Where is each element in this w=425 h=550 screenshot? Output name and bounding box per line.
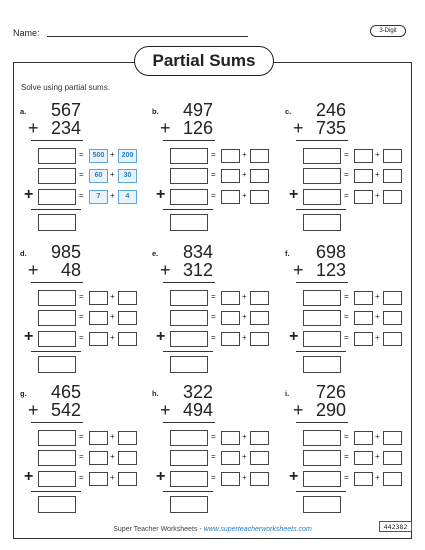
sum-rule	[163, 209, 213, 210]
place-value-box[interactable]	[89, 332, 108, 346]
plus-sign: +	[110, 473, 115, 482]
partial-sum-box[interactable]	[170, 331, 208, 347]
addend-top: 834	[182, 242, 213, 262]
place-value-box[interactable]	[118, 472, 137, 486]
place-value-box[interactable]	[250, 451, 269, 465]
operator: +	[28, 118, 39, 138]
problem-letter: f.	[285, 249, 290, 258]
place-value-box[interactable]	[383, 149, 402, 163]
place-value-box[interactable]	[118, 451, 137, 465]
equals-sign: =	[211, 312, 216, 321]
place-value-box[interactable]	[383, 332, 402, 346]
partial-sum-row	[170, 471, 290, 487]
partial-sum-box[interactable]	[170, 148, 208, 164]
plus-sign: +	[375, 432, 380, 441]
total-answer-box[interactable]	[38, 356, 76, 373]
equals-sign: =	[211, 191, 216, 200]
partial-sum-row	[38, 148, 158, 164]
addend-top: 698	[315, 242, 346, 262]
total-answer-box[interactable]	[170, 214, 208, 231]
place-value-box: 60	[89, 169, 108, 183]
place-value-box[interactable]	[383, 451, 402, 465]
partial-sum-box[interactable]	[303, 148, 341, 164]
operator: +	[293, 400, 304, 420]
addend-bottom: 290	[315, 400, 346, 420]
problem-letter: i.	[285, 389, 290, 398]
problem-rule	[31, 422, 83, 423]
partial-sum-box[interactable]	[38, 290, 76, 306]
problem-card	[285, 101, 415, 241]
place-value-box[interactable]	[118, 332, 137, 346]
plus-sign: +	[242, 191, 247, 200]
partial-sum-row	[303, 168, 423, 184]
plus-sign: +	[289, 468, 299, 485]
sum-rule	[296, 491, 346, 492]
place-value-box[interactable]	[250, 431, 269, 445]
addend-top: 465	[50, 382, 81, 402]
partial-sum-box[interactable]	[38, 471, 76, 487]
partial-sum-box[interactable]	[170, 310, 208, 326]
place-value-box[interactable]	[221, 431, 240, 445]
problem-card	[20, 383, 150, 523]
addend-bottom: 312	[182, 260, 213, 280]
partial-sum-row	[303, 189, 423, 205]
place-value-box[interactable]	[89, 291, 108, 305]
place-value-box[interactable]	[354, 169, 373, 183]
place-value-box[interactable]	[221, 472, 240, 486]
operator: +	[28, 400, 39, 420]
partial-sum-box[interactable]	[170, 290, 208, 306]
plus-sign: +	[375, 292, 380, 301]
addend-top: 322	[182, 382, 213, 402]
partial-sum-row	[170, 450, 290, 466]
place-value-box[interactable]	[383, 472, 402, 486]
place-value-box[interactable]	[89, 451, 108, 465]
addend-bottom: 123	[315, 260, 346, 280]
partial-sum-row	[38, 310, 158, 326]
place-value-box[interactable]	[354, 311, 373, 325]
equals-sign: =	[79, 432, 84, 441]
partial-sum-box[interactable]	[303, 331, 341, 347]
addend-bottom: 126	[182, 118, 213, 138]
plus-sign: +	[289, 328, 299, 345]
equals-sign: =	[79, 191, 84, 200]
problem-card	[152, 383, 282, 523]
worksheet-code: 442382	[379, 521, 412, 532]
plus-sign: +	[24, 468, 34, 485]
equals-sign: =	[211, 473, 216, 482]
partial-sum-box[interactable]	[303, 168, 341, 184]
place-value-box[interactable]	[118, 291, 137, 305]
place-value-box[interactable]	[383, 431, 402, 445]
equals-sign: =	[211, 452, 216, 461]
partial-sum-row	[38, 331, 158, 347]
partial-sum-box[interactable]	[303, 310, 341, 326]
plus-sign: +	[289, 186, 299, 203]
equals-sign: =	[79, 312, 84, 321]
place-value-box[interactable]	[383, 190, 402, 204]
plus-sign: +	[110, 170, 115, 179]
partial-sum-row	[170, 290, 290, 306]
footer-brand: Super Teacher Worksheets -	[113, 526, 204, 533]
total-answer-box[interactable]	[170, 356, 208, 373]
equals-sign: =	[344, 333, 349, 342]
sum-rule	[31, 491, 81, 492]
partial-sum-row	[303, 331, 423, 347]
plus-sign: +	[375, 452, 380, 461]
name-input-line[interactable]	[47, 36, 248, 37]
addend-top: 567	[50, 100, 81, 120]
plus-sign: +	[24, 328, 34, 345]
place-value-box[interactable]	[383, 169, 402, 183]
equals-sign: =	[344, 473, 349, 482]
plus-sign: +	[242, 452, 247, 461]
plus-sign: +	[375, 150, 380, 159]
plus-sign: +	[242, 333, 247, 342]
partial-sum-box[interactable]	[38, 430, 76, 446]
operator: +	[160, 260, 171, 280]
operator: +	[28, 260, 39, 280]
place-value-box[interactable]	[221, 311, 240, 325]
place-value-box[interactable]	[118, 431, 137, 445]
partial-sum-box[interactable]	[38, 168, 76, 184]
equals-sign: =	[211, 170, 216, 179]
problem-card	[20, 101, 150, 241]
partial-sum-box[interactable]	[170, 450, 208, 466]
place-value-box[interactable]	[250, 190, 269, 204]
partial-sum-row	[303, 450, 423, 466]
equals-sign: =	[79, 333, 84, 342]
addend-bottom: 494	[182, 400, 213, 420]
partial-sum-box[interactable]	[170, 168, 208, 184]
place-value-box[interactable]	[89, 311, 108, 325]
equals-sign: =	[211, 292, 216, 301]
plus-sign: +	[375, 170, 380, 179]
plus-sign: +	[156, 328, 166, 345]
instructions: Solve using partial sums.	[21, 83, 110, 92]
problem-rule	[163, 140, 215, 141]
total-answer-box[interactable]	[303, 496, 341, 513]
operator: +	[293, 118, 304, 138]
partial-sum-row	[170, 331, 290, 347]
problem-letter: d.	[20, 249, 27, 258]
problem-rule	[31, 282, 83, 283]
partial-sum-box[interactable]	[303, 450, 341, 466]
partial-sum-row	[303, 310, 423, 326]
equals-sign: =	[211, 150, 216, 159]
footer	[0, 526, 425, 533]
equals-sign: =	[344, 312, 349, 321]
addend-top: 985	[50, 242, 81, 262]
partial-sum-row	[38, 189, 158, 205]
place-value-box[interactable]	[250, 149, 269, 163]
place-value-box[interactable]	[354, 431, 373, 445]
partial-sum-row	[38, 450, 158, 466]
partial-sum-box[interactable]	[170, 189, 208, 205]
partial-sum-row	[170, 310, 290, 326]
total-answer-box[interactable]	[303, 356, 341, 373]
partial-sum-row	[170, 168, 290, 184]
partial-sum-box[interactable]	[38, 331, 76, 347]
partial-sum-row	[303, 471, 423, 487]
plus-sign: +	[242, 473, 247, 482]
equals-sign: =	[79, 150, 84, 159]
equals-sign: =	[211, 432, 216, 441]
place-value-box[interactable]	[250, 472, 269, 486]
place-value-box[interactable]	[354, 291, 373, 305]
equals-sign: =	[344, 191, 349, 200]
partial-sum-row	[170, 430, 290, 446]
partial-sum-row	[170, 189, 290, 205]
partial-sum-box[interactable]	[170, 430, 208, 446]
total-answer-box[interactable]	[303, 214, 341, 231]
plus-sign: +	[242, 312, 247, 321]
equals-sign: =	[344, 452, 349, 461]
problem-card	[285, 243, 415, 383]
partial-sum-box[interactable]	[38, 310, 76, 326]
plus-sign: +	[110, 150, 115, 159]
operator: +	[160, 400, 171, 420]
worksheet-title: Partial Sums	[134, 46, 274, 76]
problem-rule	[163, 282, 215, 283]
partial-sum-row	[170, 148, 290, 164]
partial-sum-row	[303, 430, 423, 446]
place-value-box[interactable]	[221, 451, 240, 465]
operator: +	[160, 118, 171, 138]
partial-sum-box[interactable]	[170, 471, 208, 487]
name-label: Name:	[13, 28, 40, 38]
plus-sign: +	[110, 333, 115, 342]
equals-sign: =	[344, 292, 349, 301]
plus-sign: +	[110, 312, 115, 321]
plus-sign: +	[110, 432, 115, 441]
place-value-box: 200	[118, 149, 137, 163]
equals-sign: =	[79, 452, 84, 461]
place-value-box: 500	[89, 149, 108, 163]
sum-rule	[163, 351, 213, 352]
plus-sign: +	[375, 191, 380, 200]
equals-sign: =	[344, 150, 349, 159]
problem-letter: b.	[152, 107, 159, 116]
problem-card	[152, 101, 282, 241]
partial-sum-row	[38, 430, 158, 446]
place-value-box[interactable]	[383, 311, 402, 325]
problem-rule	[31, 140, 83, 141]
partial-sum-box[interactable]	[303, 290, 341, 306]
equals-sign: =	[79, 292, 84, 301]
plus-sign: +	[375, 473, 380, 482]
partial-sum-row	[38, 471, 158, 487]
partial-sum-box[interactable]	[303, 471, 341, 487]
equals-sign: =	[79, 473, 84, 482]
plus-sign: +	[110, 292, 115, 301]
partial-sum-row	[38, 290, 158, 306]
addend-top: 726	[315, 382, 346, 402]
sum-rule	[31, 351, 81, 352]
operator: +	[293, 260, 304, 280]
partial-sum-row	[303, 148, 423, 164]
equals-sign: =	[211, 333, 216, 342]
addend-top: 246	[315, 100, 346, 120]
place-value-box[interactable]	[118, 311, 137, 325]
total-answer-box[interactable]	[38, 496, 76, 513]
equals-sign: =	[344, 170, 349, 179]
plus-sign: +	[156, 186, 166, 203]
problem-rule	[296, 140, 348, 141]
footer-url[interactable]: www.superteacherworksheets.com	[203, 526, 312, 533]
place-value-box[interactable]	[221, 169, 240, 183]
place-value-box[interactable]	[354, 472, 373, 486]
plus-sign: +	[110, 452, 115, 461]
plus-sign: +	[24, 186, 34, 203]
place-value-box: 30	[118, 169, 137, 183]
place-value-box: 4	[118, 190, 137, 204]
place-value-box[interactable]	[250, 169, 269, 183]
addend-top: 497	[182, 100, 213, 120]
level-badge: 3-Digit	[370, 25, 406, 37]
equals-sign: =	[79, 170, 84, 179]
addend-bottom: 542	[50, 400, 81, 420]
place-value-box[interactable]	[250, 311, 269, 325]
place-value-box[interactable]	[221, 190, 240, 204]
problem-letter: c.	[285, 107, 292, 116]
addend-bottom: 735	[315, 118, 346, 138]
total-answer-box[interactable]	[170, 496, 208, 513]
addend-bottom: 48	[60, 260, 81, 280]
partial-sum-box[interactable]	[303, 430, 341, 446]
problem-letter: h.	[152, 389, 159, 398]
place-value-box: 7	[89, 190, 108, 204]
partial-sum-row	[38, 168, 158, 184]
problem-card	[285, 383, 415, 523]
partial-sum-box[interactable]	[38, 189, 76, 205]
place-value-box[interactable]	[221, 149, 240, 163]
plus-sign: +	[110, 191, 115, 200]
place-value-box[interactable]	[354, 451, 373, 465]
plus-sign: +	[375, 333, 380, 342]
partial-sum-box[interactable]	[303, 189, 341, 205]
place-value-box[interactable]	[89, 472, 108, 486]
problem-card	[20, 243, 150, 383]
equals-sign: =	[344, 432, 349, 441]
place-value-box[interactable]	[221, 291, 240, 305]
plus-sign: +	[242, 292, 247, 301]
partial-sum-box[interactable]	[38, 450, 76, 466]
sum-rule	[163, 491, 213, 492]
addend-bottom: 234	[50, 118, 81, 138]
partial-sum-box[interactable]	[38, 148, 76, 164]
total-answer-box[interactable]	[38, 214, 76, 231]
sum-rule	[296, 209, 346, 210]
plus-sign: +	[156, 468, 166, 485]
problem-letter: g.	[20, 389, 27, 398]
place-value-box[interactable]	[383, 291, 402, 305]
place-value-box[interactable]	[250, 332, 269, 346]
place-value-box[interactable]	[354, 332, 373, 346]
partial-sum-row	[303, 290, 423, 306]
plus-sign: +	[375, 312, 380, 321]
place-value-box[interactable]	[354, 149, 373, 163]
sum-rule	[31, 209, 81, 210]
problem-rule	[296, 422, 348, 423]
plus-sign: +	[242, 170, 247, 179]
problem-letter: a.	[20, 107, 27, 116]
plus-sign: +	[242, 432, 247, 441]
sum-rule	[296, 351, 346, 352]
problem-letter: e.	[152, 249, 159, 258]
problem-rule	[163, 422, 215, 423]
plus-sign: +	[242, 150, 247, 159]
place-value-box[interactable]	[89, 431, 108, 445]
problem-rule	[296, 282, 348, 283]
place-value-box[interactable]	[250, 291, 269, 305]
place-value-box[interactable]	[354, 190, 373, 204]
problem-card	[152, 243, 282, 383]
place-value-box[interactable]	[221, 332, 240, 346]
